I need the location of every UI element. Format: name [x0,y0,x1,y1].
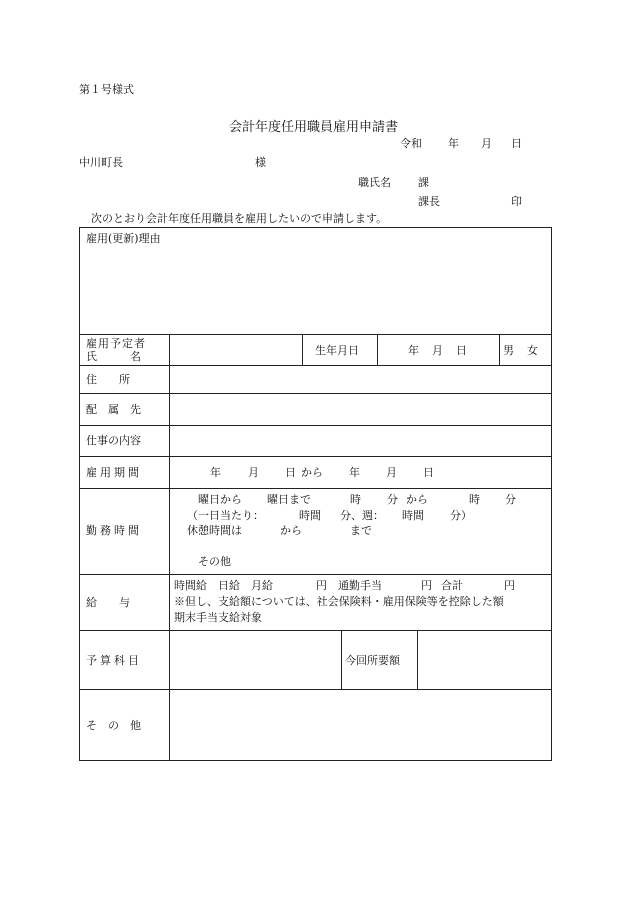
sex-male[interactable]: 男 [503,344,514,357]
hours-weekday-from: 曜日から [198,493,242,506]
page-title: 会計年度任用職員雇用申請書 [229,120,399,135]
hours-weekday-to: 曜日まで [267,493,311,506]
applicant-title: 職氏名 [358,176,391,189]
rest-to: まで [350,524,372,537]
hours-hour-2: 時 [469,493,480,506]
address-field[interactable] [171,367,549,392]
pay-yen-2: 円 [421,579,432,592]
cell-divider [417,630,418,689]
assignment-field[interactable] [171,395,549,424]
rest-from: から [280,524,302,537]
reason-label: 雇用(更新)理由 [86,232,161,245]
hours-from: から [406,493,428,506]
assignment-label: 配 属 先 [86,403,141,416]
form-number: 第１号様式 [79,83,134,96]
period-day-2: 日 [423,466,434,479]
reason-field[interactable] [81,248,549,332]
required-amount-field[interactable] [419,632,549,688]
seal-mark: 印 [511,195,522,208]
budget-label: 予算科目 [86,654,142,667]
weekly-minutes-close: 分） [450,509,472,522]
row-divider [80,365,551,366]
period-from: から [301,466,323,479]
application-form-table [79,227,552,761]
budget-field[interactable] [171,632,339,688]
hours-hour-1: 時 [350,493,361,506]
row-divider [80,334,551,335]
rest-time-label: 休憩時間は [187,524,242,537]
pay-deduction-note: ※但し、支給額については、社会保険料・雇用保険等を控除した額 [174,595,504,608]
addressee: 中川町長 [79,156,123,169]
row-divider [80,630,551,631]
hours-minute-1: 分 [387,493,398,506]
cell-divider [499,334,500,365]
sex-female[interactable]: 女 [527,344,538,357]
honorific: 様 [255,156,266,169]
section: 課 [418,176,429,189]
period-day-1: 日 [285,466,296,479]
cell-divider [377,334,378,365]
address-label: 住 所 [86,373,130,386]
row-divider [80,574,551,575]
weekly-hours-unit: 時間 [402,509,424,522]
date-day: 日 [511,137,522,150]
row-divider [80,425,551,426]
commute-allowance: 通勤手当 [338,579,382,592]
birthdate-year: 年 [408,344,419,357]
candidate-label-line2: 氏 名 [86,350,141,363]
hours-label: 勤務時間 [86,524,142,537]
row-divider [80,689,551,690]
row-divider [80,488,551,489]
period-year-2: 年 [349,466,360,479]
daily-hours-unit: 時間 [299,509,321,522]
job-field[interactable] [171,427,549,455]
daily-minutes-week: 分、週： [340,509,384,522]
job-label: 仕事の内容 [86,434,141,447]
intro-text: 次のとおり会計年度任用職員を雇用したいので申請します。 [91,212,388,225]
other-label: そ の 他 [86,719,141,732]
period-month-2: 月 [386,466,397,479]
daily-hours-open: （一日当たり： [187,509,264,522]
bonus-eligible-note: 期末手当支給対象 [174,611,262,624]
cell-divider [302,334,303,365]
pay-yen-3: 円 [504,579,515,592]
birthdate-label: 生年月日 [315,344,359,357]
birthdate-month: 月 [432,344,443,357]
row-divider [80,456,551,457]
birthdate-day: 日 [456,344,467,357]
period-year-1: 年 [210,466,221,479]
pay-yen-1: 円 [316,579,327,592]
period-month-1: 月 [248,466,259,479]
row-divider [80,393,551,394]
candidate-label-line1: 雇用予定者 [86,337,146,350]
section-chief: 課長 [418,195,440,208]
cell-divider [341,630,342,689]
pay-total: 合計 [441,579,463,592]
pay-label: 給 与 [86,596,130,609]
label-column-divider [169,334,170,760]
period-label: 雇用期間 [86,466,142,479]
required-amount-label: 今回所要額 [345,654,400,667]
candidate-name-field[interactable] [171,336,300,364]
date-era: 令和 [400,137,422,150]
date-month: 月 [481,137,492,150]
hours-minute-2: 分 [505,493,516,506]
other-field[interactable] [171,691,549,758]
pay-types: 時間給 日給 月給 [174,579,273,592]
hours-other: その他 [198,555,231,568]
date-year: 年 [448,137,459,150]
